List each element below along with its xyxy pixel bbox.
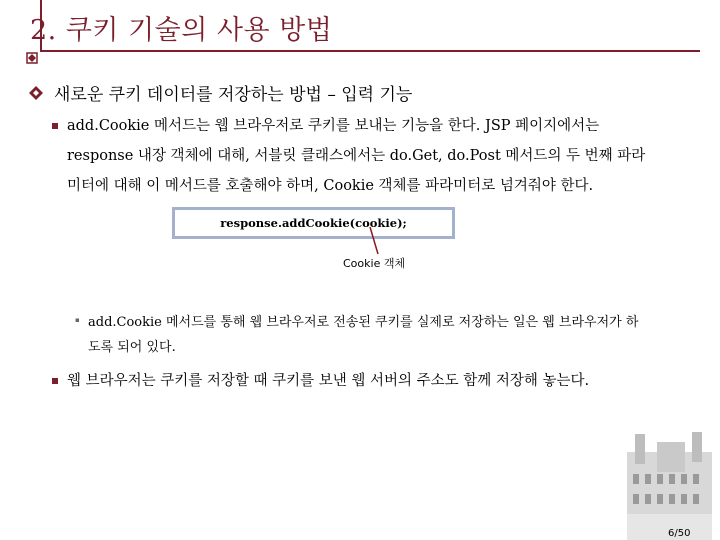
building-photo [617, 422, 720, 540]
square-bullet-icon [52, 378, 58, 384]
para1-line2: response 내장 객체에 대해, 서블릿 클래스에서는 do.Get, do.Post 메서드의 두 번째 파라 [67, 148, 646, 164]
para1-line1: add.Cookie 메서드는 웹 브라우저로 쿠키를 보내는 기능을 한다. JSP 페이지에서는 [67, 118, 600, 134]
sub-line2: 도록 되어 있다. [88, 340, 176, 355]
heading-text: 새로운 쿠키 데이터를 저장하는 방법 – 입력 기능 [54, 85, 413, 105]
slide-title: 2. 쿠키 기술의 사용 방법 [30, 15, 333, 46]
cookie-object-label: Cookie 객체 [343, 257, 406, 270]
code-text: response.addCookie(cookie); [220, 216, 407, 230]
sub-bullet-icon: ▪ [75, 316, 80, 324]
para1-line3: 미터에 대해 이 메서드를 호출해야 하며, Cookie 객체를 파라미터로 넘겨줘야 한다. [67, 178, 594, 194]
para2: 웹 브라우저는 쿠키를 저장할 때 쿠키를 보낸 웹 서버의 주소도 함께 저장해 놓는다. [67, 373, 590, 389]
page-number: 6/50 [668, 528, 691, 539]
sub-line1: add.Cookie 메서드를 통해 웹 브라우저로 전송된 쿠키를 실제로 저장하는 일은 웹 브라우저가 하 [88, 315, 639, 330]
